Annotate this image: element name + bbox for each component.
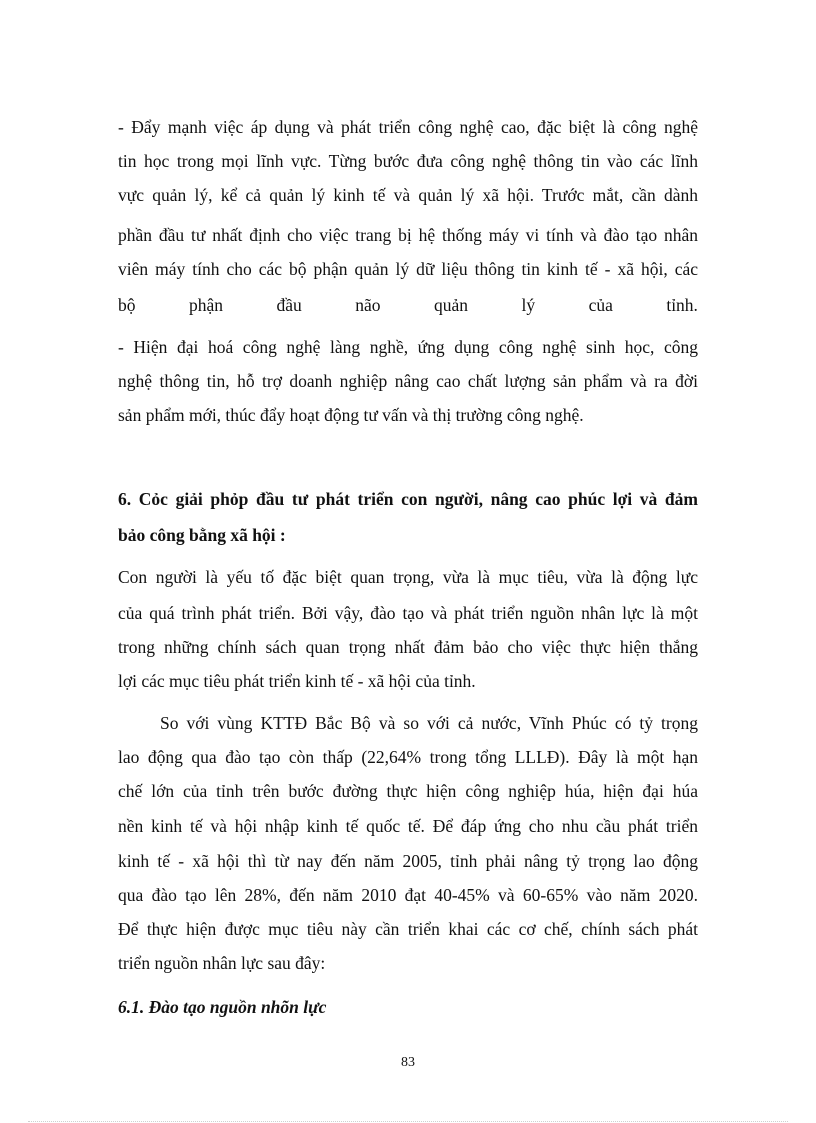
- paragraph-2-line-2: nghệ thông tin, hỗ trợ doanh nghiệp nâng cao chất lượng sản phẩm và ra đời: [118, 371, 698, 391]
- paragraph-2-line-3: sản phẩm mới, thúc đẩy hoạt động tư vấn và thị trường công nghệ.: [118, 405, 584, 425]
- paragraph-1-line-4: phần đầu tư nhất định cho việc trang bị hệ thống máy vi tính và đào tạo nhân: [118, 225, 698, 245]
- paragraph-4-line-1: So với vùng KTTĐ Bắc Bộ và so với cả nước, Vĩnh Phúc có tỷ trọng: [160, 713, 698, 733]
- spread-word: tỉnh.: [666, 295, 698, 315]
- paragraph-4-line-6: qua đào tạo lên 28%, đến năm 2010 đạt 40-45% và 60-65% vào năm 2020.: [118, 885, 698, 905]
- paragraph-4-line-8: triển nguồn nhân lực sau đây:: [118, 953, 326, 973]
- spread-word: phận: [188, 295, 223, 315]
- spread-word: quản: [433, 295, 468, 315]
- spread-word: của: [588, 295, 613, 315]
- paragraph-3-line-1: Con người là yếu tố đặc biệt quan trọng, vừa là mục tiêu, vừa là động lực: [118, 567, 698, 587]
- paragraph-1-line-2: tin học trong mọi lĩnh vực. Từng bước đưa công nghệ thông tin vào các lĩnh: [118, 151, 698, 171]
- paragraph-2-line-1: - Hiện đại hoá công nghệ làng nghề, ứng dụng công nghệ sinh học, công: [118, 337, 698, 357]
- section-heading-line-2: bảo công bằng xã hội :: [118, 525, 286, 545]
- page-bottom-divider: [28, 1121, 788, 1122]
- spread-word: bộ: [118, 295, 136, 315]
- paragraph-4-line-4: nền kinh tế và hội nhập kinh tế quốc tế. Để đáp ứng cho nhu cầu phát triển: [118, 816, 698, 836]
- paragraph-4-line-7: Để thực hiện được mục tiêu này cần triển khai các cơ chế, chính sách phát: [118, 919, 698, 939]
- spread-word: lý: [521, 295, 536, 315]
- spread-word: đầu: [276, 295, 302, 315]
- paragraph-3-line-3: trong những chính sách quan trọng nhất đảm bảo cho việc thực hiện thắng: [118, 637, 698, 657]
- section-heading-line-1: 6. Cỏc giải phỏp đầu tư phát triển con người, nâng cao phúc lợi và đảm: [118, 489, 698, 509]
- paragraph-3-line-2: của quá trình phát triển. Bởi vậy, đào tạo và phát triển nguồn nhân lực là một: [118, 603, 698, 623]
- spread-word: não: [355, 295, 381, 315]
- paragraph-1-line-6: [118, 294, 698, 316]
- paragraph-1-line-3: vực quản lý, kể cả quản lý kinh tế và quản lý xã hội. Trước mắt, cần dành: [118, 185, 698, 205]
- paragraph-4-line-3: chế lớn của tỉnh trên bước đường thực hiện công nghiệp húa, hiện đại húa: [118, 781, 698, 801]
- paragraph-3-line-4: lợi các mục tiêu phát triển kinh tế - xã hội của tỉnh.: [118, 671, 476, 691]
- subsection-heading: 6.1. Đào tạo nguồn nhõn lực: [118, 997, 327, 1017]
- paragraph-1-line-5: viên máy tính cho các bộ phận quản lý dữ liệu thông tin kinh tế - xã hội, các: [118, 259, 698, 279]
- paragraph-4-line-2: lao động qua đào tạo còn thấp (22,64% trong tổng LLLĐ). Đây là một hạn: [118, 747, 698, 767]
- paragraph-4-line-5: kinh tế - xã hội thì từ nay đến năm 2005, tỉnh phải nâng tỷ trọng lao động: [118, 851, 698, 871]
- page-number: 83: [401, 1055, 415, 1070]
- paragraph-1-line-1: - Đẩy mạnh việc áp dụng và phát triển công nghệ cao, đặc biệt là công nghệ: [118, 117, 698, 137]
